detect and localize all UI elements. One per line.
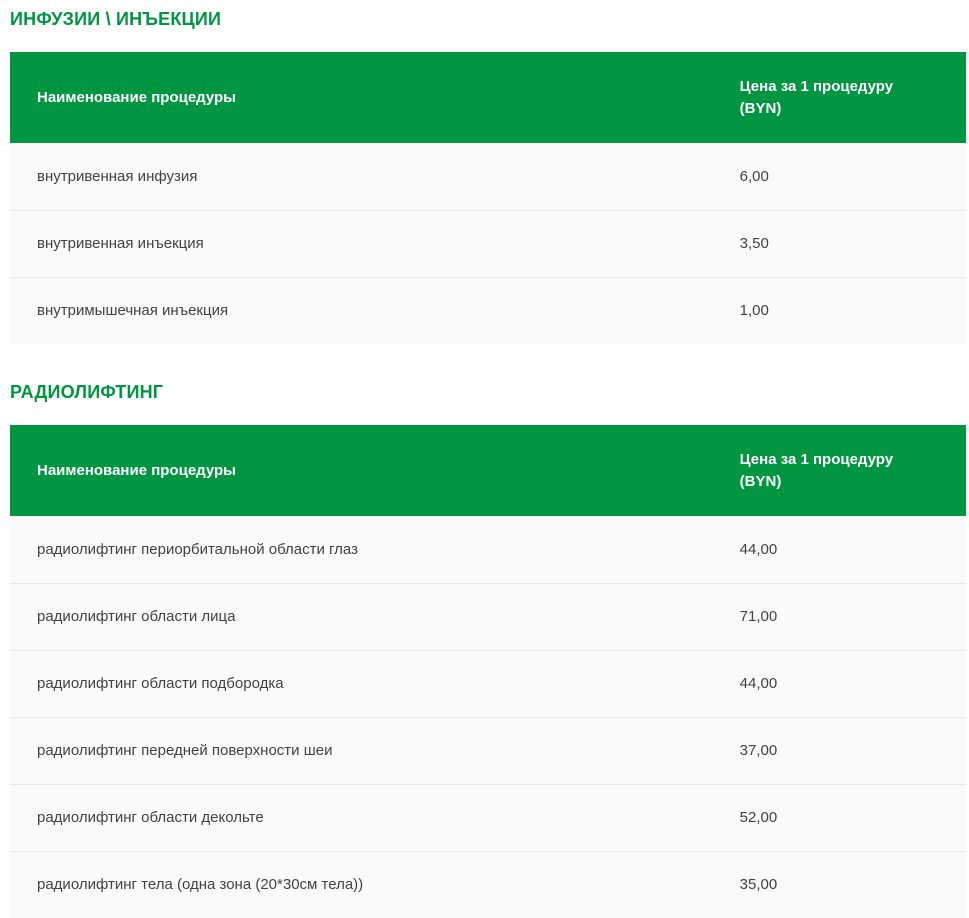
procedure-price-cell: 71,00	[713, 583, 966, 650]
procedure-name-cell: внутривенная инъекция	[10, 210, 713, 277]
procedure-price-cell: 35,00	[713, 851, 966, 918]
price-header-line1: Цена за 1 процедуру	[739, 450, 894, 468]
procedure-name-cell: радиолифтинг области декольте	[10, 784, 713, 851]
price-table-radiolifting	[10, 425, 966, 918]
procedure-price-cell: 3,50	[713, 210, 966, 277]
procedure-name-cell: радиолифтинг области подбородка	[10, 650, 713, 717]
price-table-infusions	[10, 52, 966, 344]
table-row	[10, 516, 966, 583]
procedure-price-cell: 1,00	[713, 277, 966, 344]
procedure-price-cell: 6,00	[713, 143, 966, 210]
table-row	[10, 277, 966, 344]
price-header-line1: Цена за 1 процедуру	[739, 77, 894, 95]
section-infusions-injections	[10, 8, 966, 344]
table-header-row	[10, 425, 966, 516]
column-header-procedure: Наименование процедуры	[10, 52, 713, 143]
table-row	[10, 143, 966, 210]
price-header-line2: (BYN)	[739, 99, 782, 117]
procedure-name-cell: радиолифтинг области лица	[10, 583, 713, 650]
table-row	[10, 784, 966, 851]
column-header-price	[713, 425, 966, 516]
price-list-page	[10, 0, 966, 918]
procedure-name-cell: радиолифтинг тела (одна зона (20*30см тела))	[10, 851, 713, 918]
procedure-name-cell: внутримышечная инъекция	[10, 277, 713, 344]
table-row	[10, 210, 966, 277]
section-radiolifting	[10, 381, 966, 918]
procedure-price-cell: 44,00	[713, 650, 966, 717]
column-header-procedure: Наименование процедуры	[10, 425, 713, 516]
table-row	[10, 717, 966, 784]
column-header-price	[713, 52, 966, 143]
procedure-name-cell: радиолифтинг периорбитальной области глаз	[10, 516, 713, 583]
section-title: РАДИОЛИФТИНГ	[10, 382, 164, 402]
procedure-price-cell: 44,00	[713, 516, 966, 583]
procedure-name-cell: внутривенная инфузия	[10, 143, 713, 210]
procedure-name-cell: радиолифтинг передней поверхности шеи	[10, 717, 713, 784]
price-header-line2: (BYN)	[739, 472, 782, 490]
section-title: ИНФУЗИИ \ ИНЪЕКЦИИ	[10, 9, 222, 29]
table-row	[10, 650, 966, 717]
procedure-price-cell: 52,00	[713, 784, 966, 851]
table-header-row	[10, 52, 966, 143]
procedure-price-cell: 37,00	[713, 717, 966, 784]
table-row	[10, 583, 966, 650]
table-row	[10, 851, 966, 918]
